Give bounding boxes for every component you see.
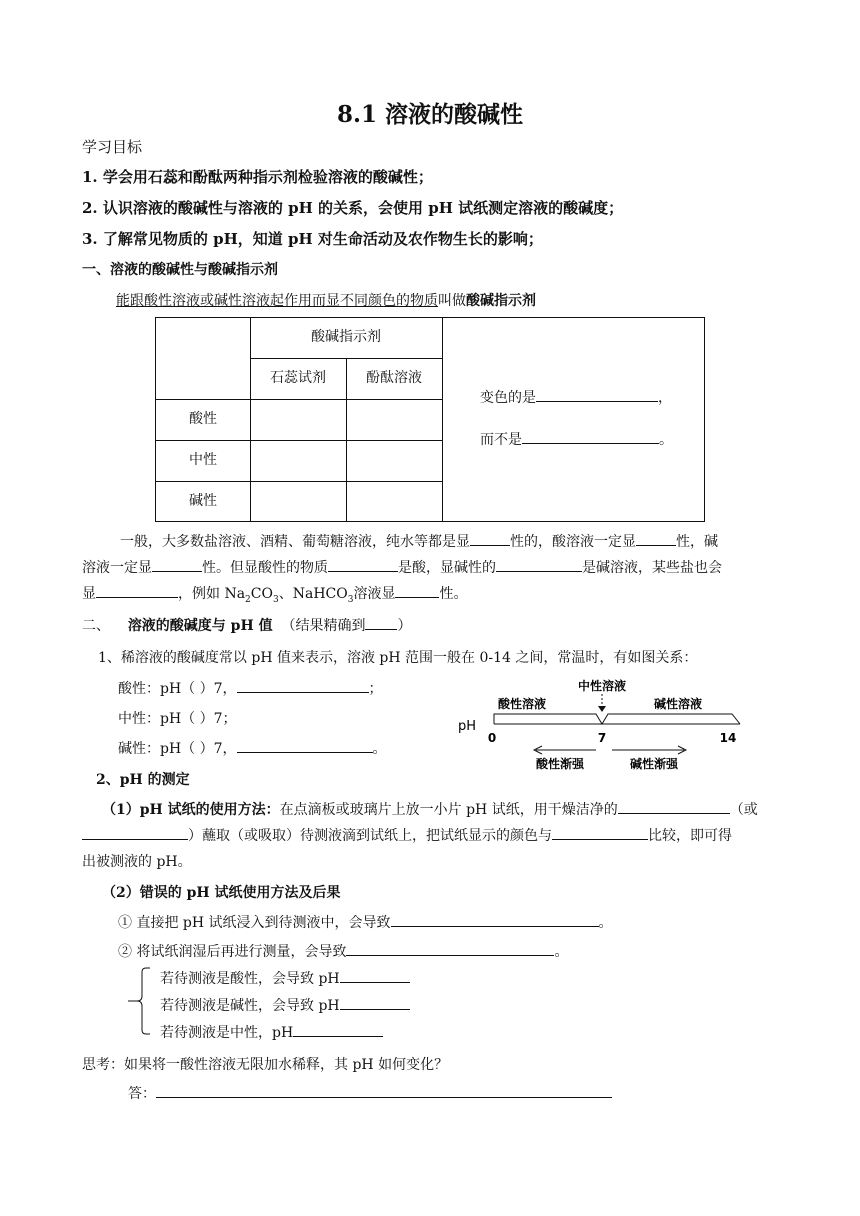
section2-heading: 二、 溶液的酸碱度与 pH 值 （结果精确到 ）	[82, 615, 411, 635]
definition-term: 酸碱指示剂	[466, 293, 536, 309]
neutral-solution-label: 中性溶液	[577, 679, 627, 693]
definition-mid: 叫做	[438, 293, 466, 309]
table-col-litmus: 石蕊试剂	[270, 370, 326, 386]
case-neutral: 若待测液是中性，pH	[160, 1022, 383, 1042]
table-row-neutral: 中性	[189, 452, 217, 468]
table-side-line1: 变色的是 ，	[480, 387, 672, 407]
ph-paper-line-3: 出被测液的 pH。	[82, 854, 192, 870]
error-2: ② 将试纸润湿后再进行测量，会导致 。	[118, 941, 568, 961]
neutral-pointer-arrow	[598, 706, 606, 712]
objective-1: 1. 学会用石蕊和酚酞两种指示剂检验溶液的酸碱性；	[82, 168, 433, 186]
base-stronger-label: 碱性渐强	[629, 757, 679, 771]
table-side-line2: 而不是 。	[480, 429, 673, 449]
base-ph-line: 碱性：pH（ ）7， 。	[118, 738, 387, 758]
acid-solution-label: 酸性溶液	[497, 697, 547, 711]
indicator-table	[155, 317, 705, 522]
para-line-3: 显 ，例如 $Na_2CO_3$、NaHCO$_3$溶液显 性。	[82, 583, 467, 605]
table-row-acidic: 酸性	[189, 411, 217, 427]
ph-axis-label: pH	[458, 719, 477, 734]
page-title: 8.1 溶液的酸碱性	[336, 101, 524, 128]
ph-paper-line-2: ）蘸取（或吸取）待测液滴到试纸上，把试纸显示的颜色与 比较，即可得	[82, 825, 732, 845]
base-solution-label: 碱性溶液	[653, 697, 703, 711]
neutral-ph-line: 中性：pH（ ）7；	[118, 711, 237, 727]
para-line-1: 一般，大多数盐溶液、酒精、葡萄糖溶液，纯水等都是显 性的，酸溶液一定显 性，碱	[120, 531, 718, 551]
case-acidic: 若待测液是酸性，会导致 pH	[160, 968, 410, 988]
case-brace	[126, 964, 152, 1038]
table-row-basic: 碱性	[189, 493, 217, 509]
table-col-phenolphthalein: 酚酞溶液	[366, 370, 422, 386]
think-question: 思考：如果将一酸性溶液无限加水稀释，其 pH 如何变化？	[82, 1057, 449, 1073]
table-group-header: 酸碱指示剂	[311, 329, 381, 345]
section2-intro: 1、稀溶液的酸碱度常以 pH 值来表示，溶液 pH 范围一般在 0-14 之间，常温时，有如图关系：	[98, 650, 698, 666]
tick-7: 7	[597, 731, 607, 745]
error-1: ① 直接把 pH 试纸浸入到待测液中，会导致 。	[118, 912, 613, 932]
ph-paper-line-1: （1）pH 试纸的使用方法：在点滴板或玻璃片上放一小片 pH 试纸，用干燥洁净的 （或	[102, 799, 758, 819]
ph-measurement-heading: 2、pH 的测定	[96, 772, 190, 788]
acid-ph-line: 酸性：pH（ ）7， ；	[118, 678, 383, 698]
wrong-usage-heading: （2）错误的 pH 试纸使用方法及后果	[102, 885, 341, 901]
indicator-definition	[116, 290, 536, 310]
para-line-2: 溶液一定显 性。但显酸性的物质 是酸，显碱性的 是碱溶液，某些盐也会	[82, 557, 722, 577]
definition-underlined: 能跟酸性溶液或碱性溶液起作用而显不同颜色的物质	[116, 293, 438, 309]
ph-scale-diagram	[450, 672, 750, 776]
think-answer: 答：	[128, 1083, 612, 1103]
objective-2: 2. 认识溶液的酸碱性与溶液的 pH 的关系，会使用 pH 试纸测定溶液的酸碱度；	[82, 199, 624, 217]
ph-bar-top	[494, 714, 740, 724]
objective-3: 3. 了解常见物质的 pH，知道 pH 对生命活动及农作物生长的影响；	[82, 230, 543, 248]
section1-heading: 一、溶液的酸碱性与酸碱指示剂	[82, 262, 278, 278]
acid-stronger-label: 酸性渐强	[535, 757, 585, 771]
case-basic: 若待测液是碱性，会导致 pH	[160, 995, 410, 1015]
tick-0: 0	[487, 731, 497, 745]
objectives-heading: 学习目标	[82, 138, 143, 156]
tick-14: 14	[719, 731, 737, 745]
